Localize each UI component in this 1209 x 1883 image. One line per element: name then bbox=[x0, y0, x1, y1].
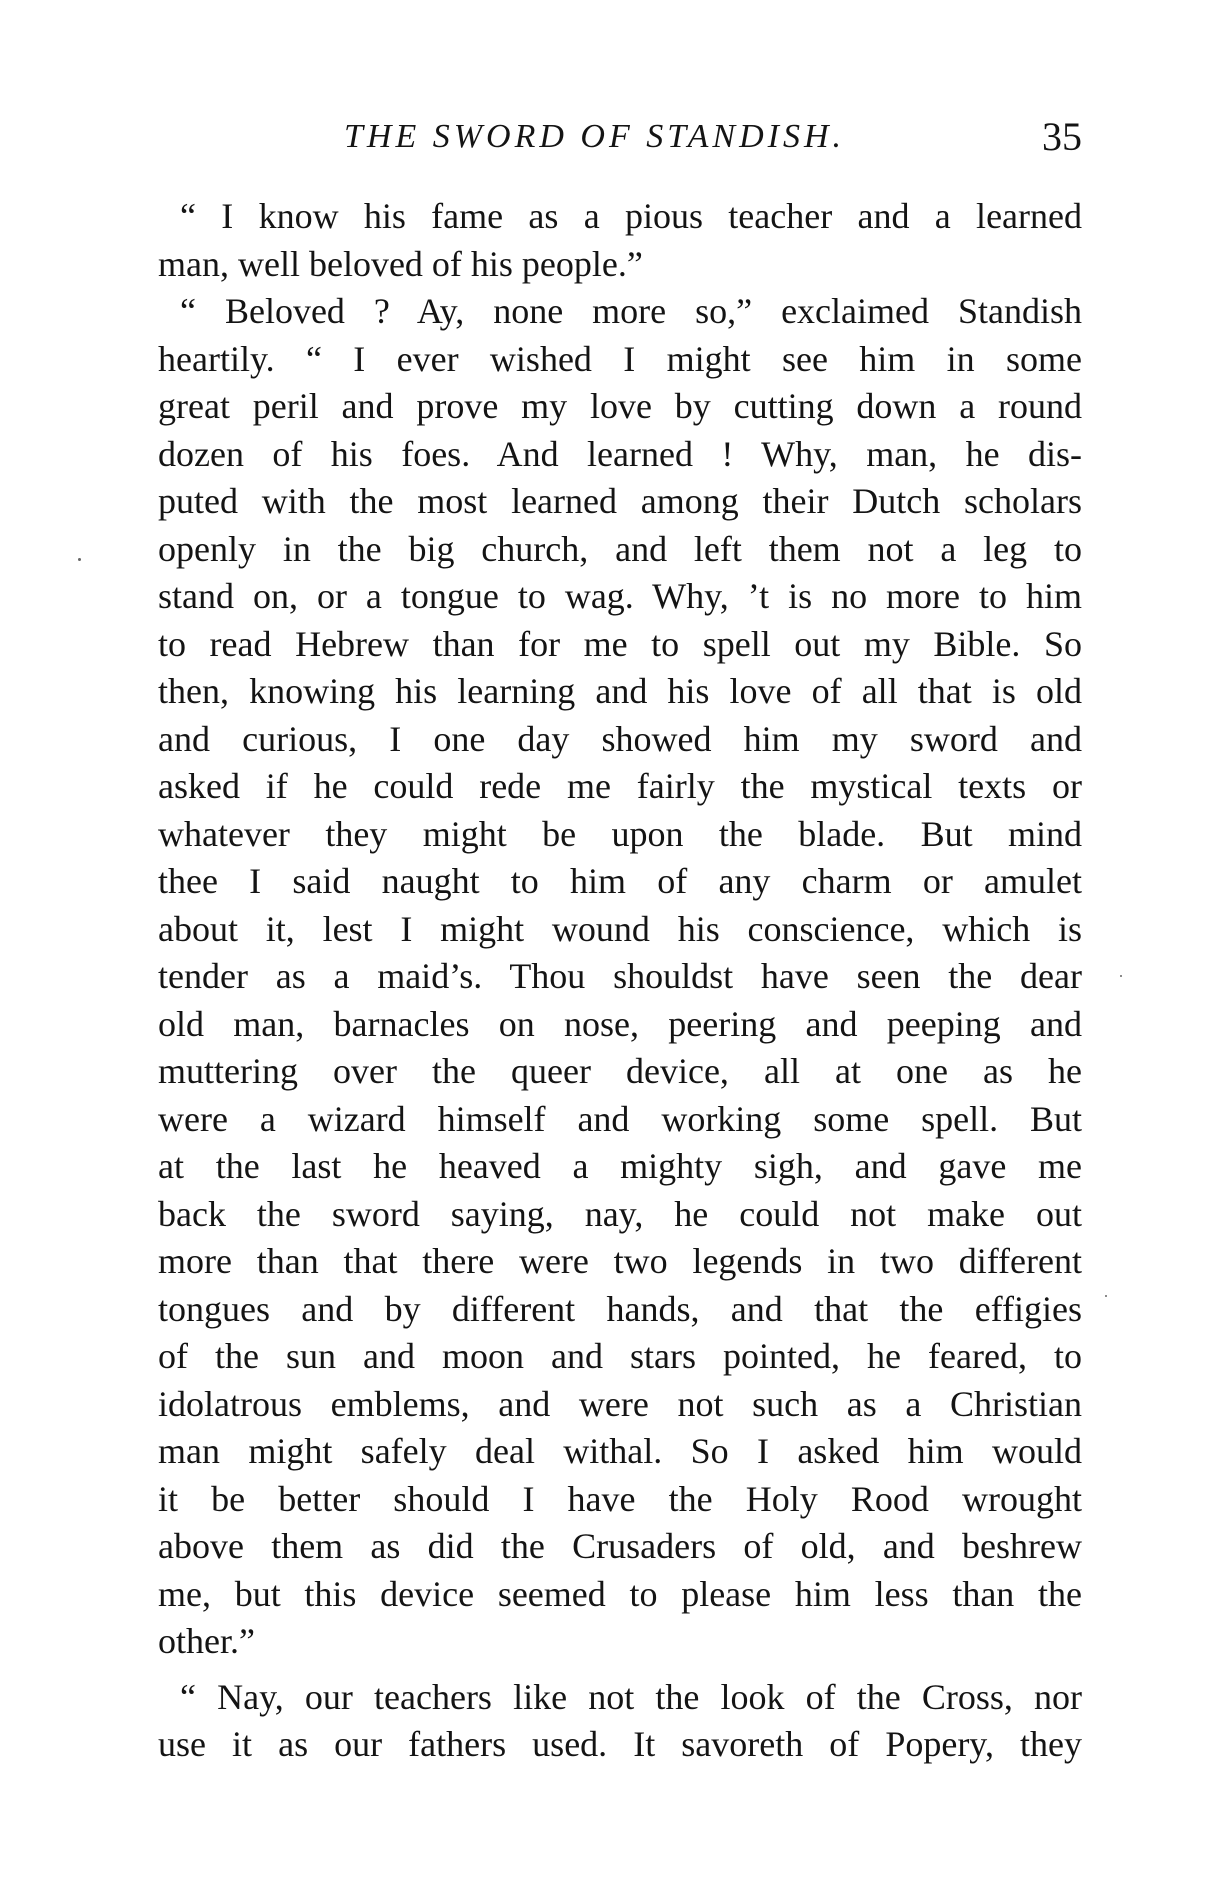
text-line: back the sword saying, nay, he could not make out bbox=[158, 1193, 1082, 1234]
text-line: “ Beloved ? Ay, none more so,” exclaimed Standish bbox=[180, 291, 1082, 331]
text-line: about it, lest I might wound his conscience, which is bbox=[158, 908, 1082, 949]
text-line: and curious, I one day showed him my sword and bbox=[158, 718, 1082, 759]
text-line: great peril and prove my love by cutting down a round bbox=[158, 386, 1082, 426]
text-line: asked if he could rede me fairly the mystical texts or bbox=[158, 766, 1082, 806]
text-line: muttering over the queer device, all at one as he bbox=[158, 1051, 1082, 1091]
text-line: to read Hebrew than for me to spell out my Bible. So bbox=[158, 623, 1082, 664]
text-line: other.” bbox=[158, 1621, 255, 1661]
text-line: more than that there were two legends in two different bbox=[158, 1241, 1082, 1281]
running-title: THE SWORD OF STANDISH. bbox=[344, 118, 846, 155]
body-text bbox=[158, 193, 1082, 1769]
text-line: whatever they might be upon the blade. But mind bbox=[158, 813, 1082, 854]
text-line: openly in the big church, and left them not a leg to bbox=[158, 528, 1082, 569]
text-line: of the sun and moon and stars pointed, he feared, to bbox=[158, 1336, 1082, 1376]
text-line: were a wizard himself and working some spell. But bbox=[158, 1098, 1082, 1139]
text-line: heartily. “ I ever wished I might see him in some bbox=[158, 338, 1082, 379]
running-head bbox=[158, 112, 1082, 162]
paper-speck bbox=[1105, 1295, 1107, 1297]
text-line: tender as a maid’s. Thou shouldst have seen the dear bbox=[158, 956, 1082, 996]
paper-speck bbox=[78, 558, 81, 561]
text-line: “ Nay, our teachers like not the look of the Cross, nor bbox=[180, 1676, 1082, 1717]
text-line: it be better should I have the Holy Rood wrought bbox=[158, 1478, 1082, 1519]
text-line: dozen of his foes. And learned ! Why, man, he dis- bbox=[158, 433, 1082, 474]
text-line: me, but this device seemed to please him less than the bbox=[158, 1573, 1082, 1614]
text-line: man, well beloved of his people.” bbox=[158, 243, 643, 284]
text-line: above them as did the Crusaders of old, and beshrew bbox=[158, 1526, 1082, 1566]
text-line: idolatrous emblems, and were not such as a Christian bbox=[158, 1383, 1082, 1424]
page-number: 35 bbox=[1042, 114, 1082, 159]
paper-speck bbox=[1120, 975, 1122, 977]
text-line: use it as our fathers used. It savoreth of Popery, they bbox=[158, 1724, 1082, 1764]
text-line: man might safely deal withal. So I asked him would bbox=[158, 1431, 1082, 1471]
text-line: stand on, or a tongue to wag. Why, ’t is no more to him bbox=[158, 576, 1082, 616]
text-line: “ I know his fame as a pious teacher and a learned bbox=[180, 196, 1082, 236]
text-line: then, knowing his learning and his love of all that is old bbox=[158, 671, 1082, 711]
text-line: thee I said naught to him of any charm or amulet bbox=[158, 861, 1082, 901]
text-line: at the last he heaved a mighty sigh, and gave me bbox=[158, 1146, 1082, 1186]
text-line: tongues and by different hands, and that the effigies bbox=[158, 1288, 1082, 1329]
text-line: old man, barnacles on nose, peering and peeping and bbox=[158, 1003, 1082, 1044]
text-line: puted with the most learned among their Dutch scholars bbox=[158, 481, 1082, 521]
